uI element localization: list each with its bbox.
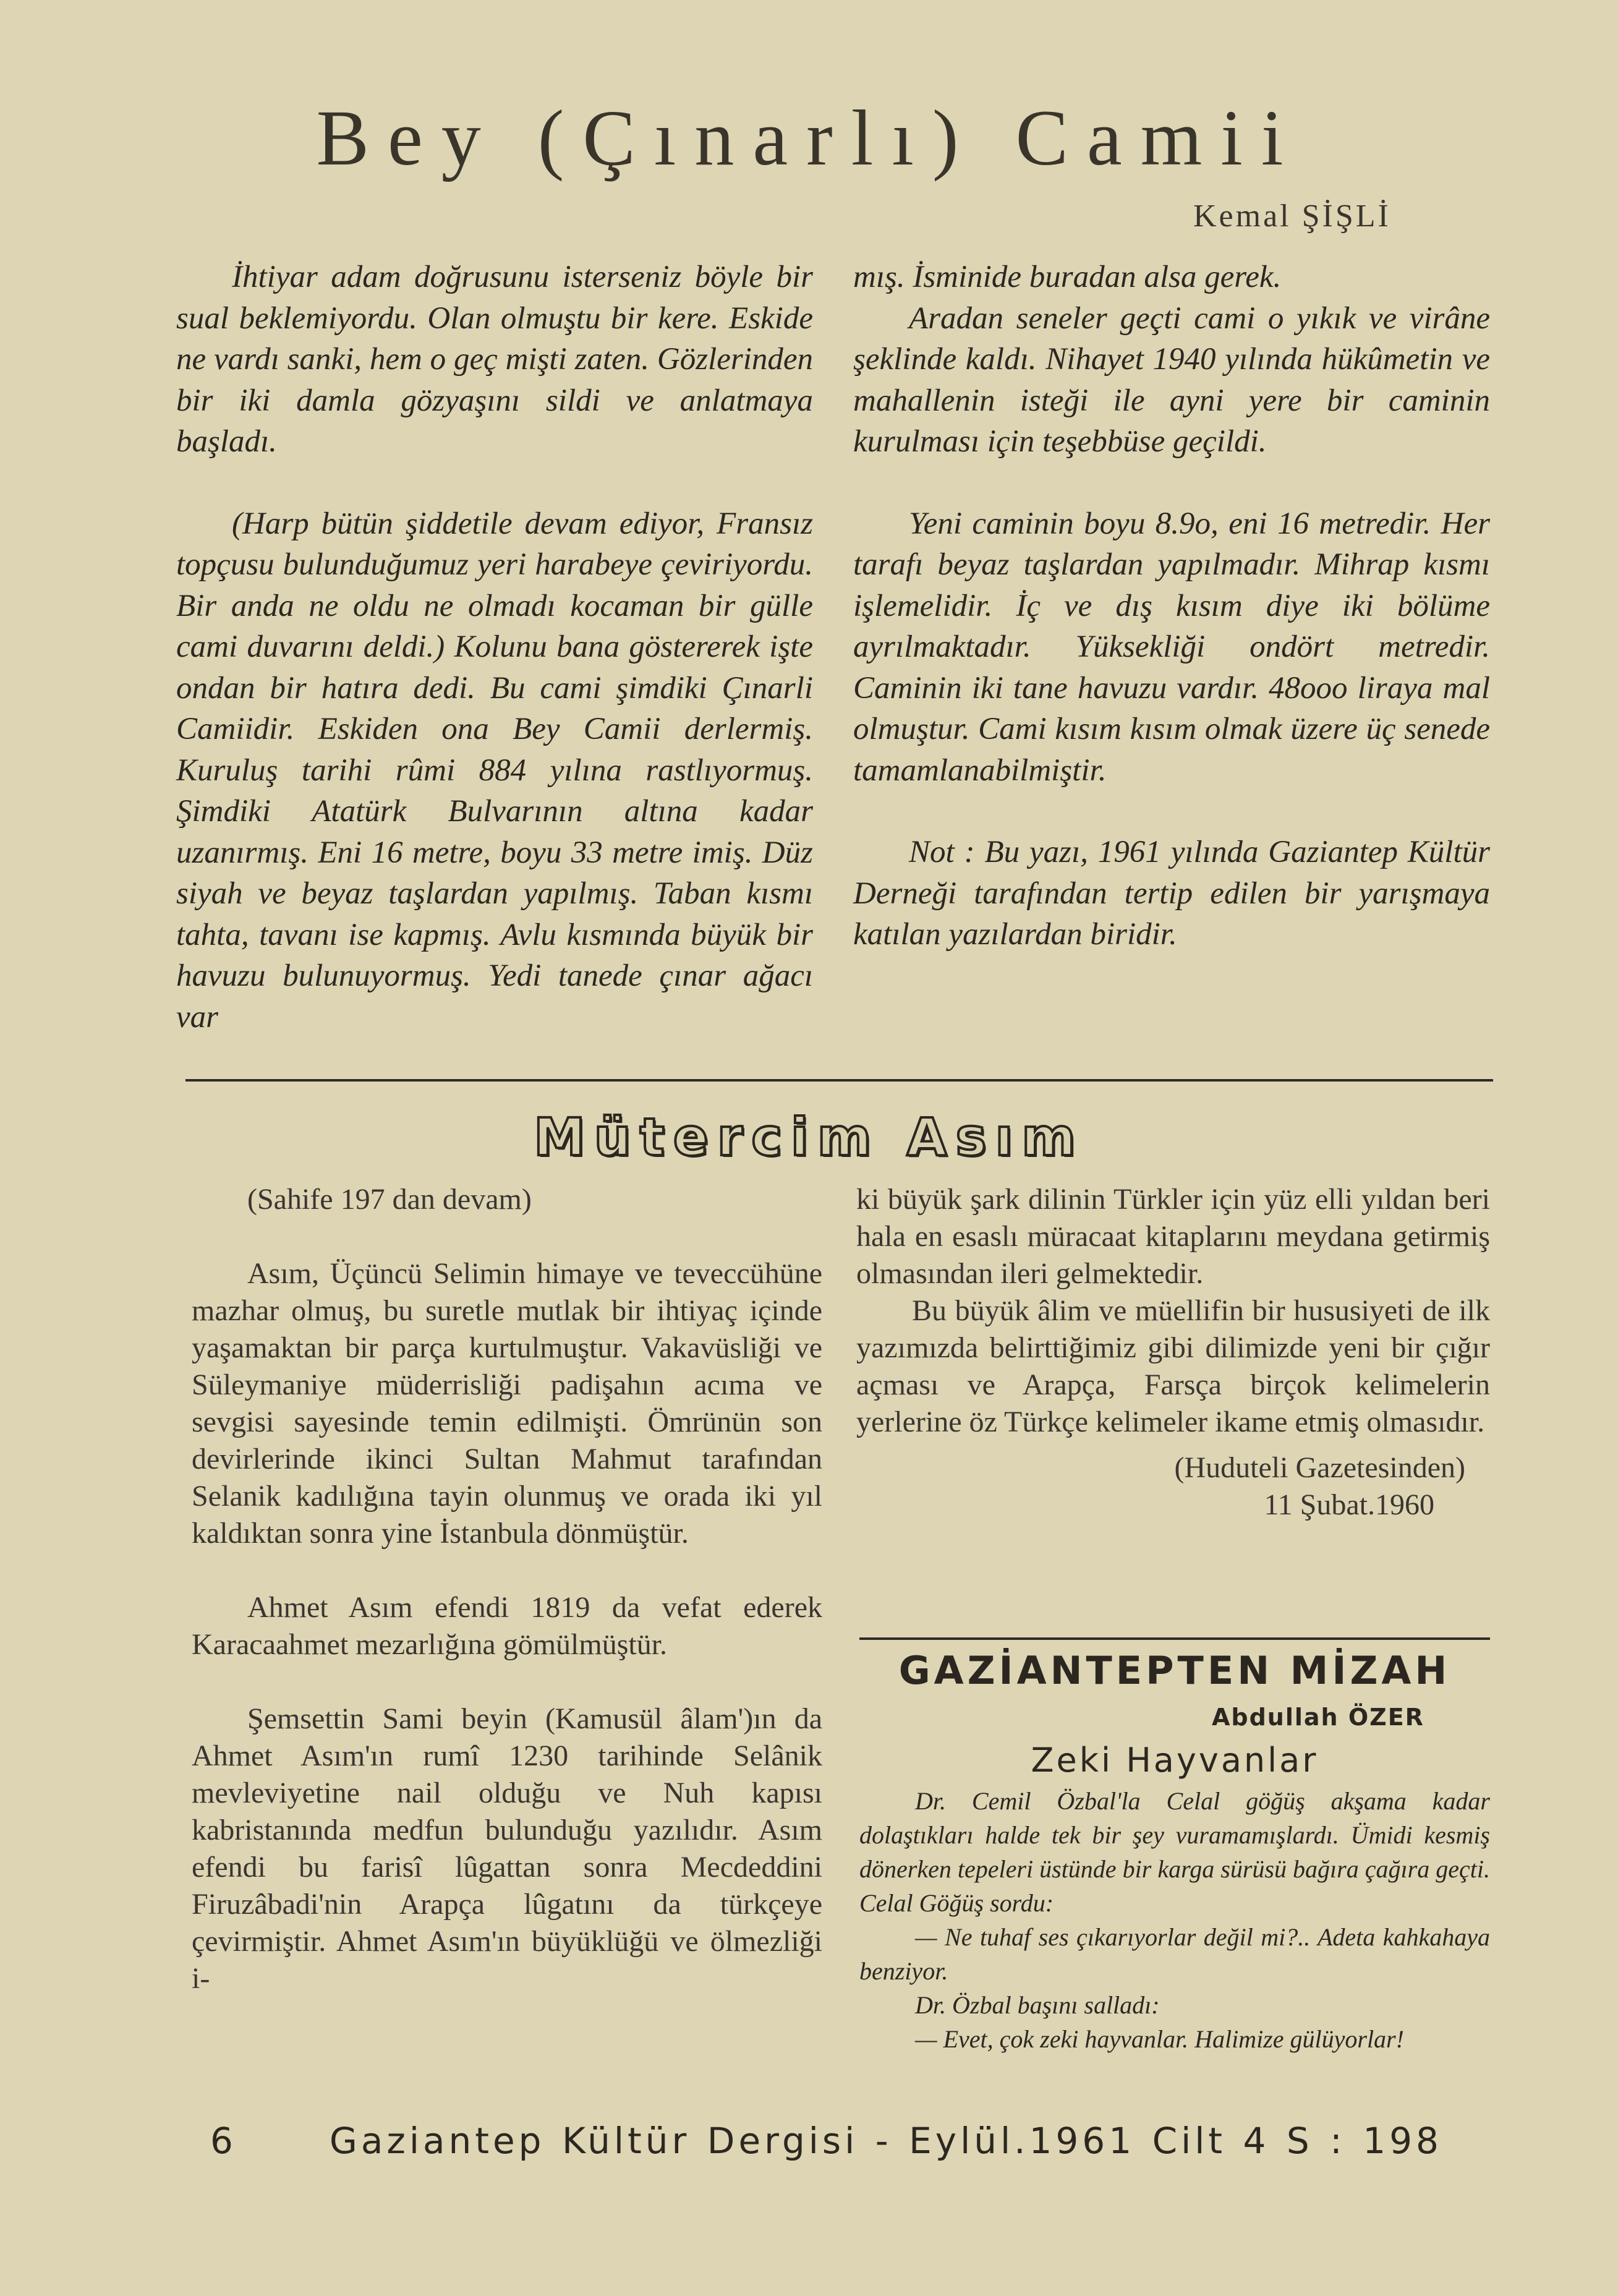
paragraph: Ahmet Asım efendi 1819 da vefat ederek Karacaahmet mezarlığına gömülmüştür. [192,1591,822,1661]
article3-body [859,1784,1490,2056]
continuation-note: (Sahife 197 dan devam) [247,1183,532,1216]
article-author: Kemal ŞİŞLİ [1193,198,1391,234]
paragraph: (Harp bütün şiddetile devam ediyor, Fransız topçusu bulunduğumuz yeri harabeye çeviriyordu. Bir anda ne oldu ne olmadı kocaman bir gülle cami duvarını deldi.) Kolunu bana göstererek işte ondan bir hatıra dedi. Bu cami şimdiki Çınarli Camiidir. Eskiden ona Bey Camii derlermiş. Kuruluş tarihi rûmi 884 yılına rastlıyormuş. Şimdiki Atatürk Bulvarının altına kadar uzanırmış. Eni 16 metre, boyu 33 metre imiş. Düz siyah ve beyaz taşlardan yapılmış. Taban kısmı tahta, tavanı ise kapmış. Avlu kısmında büyük bir havuzu bulunuyormuş. Yedi tanede çınar ağacı var [176,506,813,1035]
article-title: Bey (Çınarlı) Camii [316,94,1302,182]
article-author: Abdullah ÖZER [1212,1704,1424,1731]
paragraph: Dr. Cemil Özbal'la Celal göğüş akşama kadar dolaştıkları halde tek bir şey vuramamışlardı. Ümidi kesmiş dönerken tepeleri üstünde bir karga sürüsü bağıra çağıra geçti. Celal Göğüş sordu: [859,1787,1490,1917]
source-date: 11 Şubat.1960 [1264,1488,1434,1521]
article2-right-column [856,1181,1490,1524]
footer-text: Gaziantep Kültür Dergisi - Eylül.1961 Cilt 4 S : 198 [329,2120,1442,2162]
paragraph: İhtiyar adam doğrusunu isterseniz böyle bir sual beklemiyordu. Olan olmuştu bir kere. Eskide ne vardı sanki, hem o geç mişti zaten. Gözlerinden bir iki damla gözyaşını sildi ve anlatmaya başladı. [176,260,813,459]
article-subtitle: Zeki Hayvanlar [1031,1741,1319,1780]
paragraph: Asım, Üçüncü Selimin himaye ve teveccühüne mazhar olmuş, bu suretle mutlak bir ihtiyaç içinde yaşamaktan bir parça kurtulmuştur. Vakavüsliği ve Süleymaniye müderrisliği padişahın acıma ve sevgisi sayesinde temin edilmişti. Ömrünün son devirlerinde ikinci Sultan Mahmut tarafından Selanik kadılığına tayin olunmuş ve orada iki yıl kaldıktan sonra yine İstanbula dönmüştür. [192,1257,822,1550]
article1-right-column [853,257,1490,955]
paragraph: Şemsettin Sami beyin (Kamusül âlam')ın da Ahmet Asım'ın rumî 1230 tarihinde Selânik mevleviyetine nail olduğu ve Nuh kapısı kabristanında medfun bulunduğu yazılıdır. Asım efendi bu farisî lûgattan sonra Mecdeddini Firuzâbadi'nin Arapça lûgatını da türkçeye çevirmiştir. Ahmet Asım'ın büyüklüğü ve ölmezliği i- [192,1702,822,1995]
paragraph: Dr. Özbal başını salladı: [915,1991,1160,2019]
page-number: 6 [210,2120,237,2162]
article1-left-column [176,257,813,1038]
paragraph: Yeni caminin boyu 8.9o, eni 16 metredir. Her tarafı beyaz taşlardan yapılmadır. Mihrap kısmı işlemelidir. İç ve dış kısım diye iki bölüme ayrılmaktadır. Yüksekliği ondört metredir. Caminin iki tane havuzu vardır. 48ooo liraya mal olmuştur. Cami kısım kısım olmak üzere üç senede tamamlanabilmiştir. [853,506,1490,788]
paragraph: mış. İsminide buradan alsa gerek. [853,260,1282,294]
section-divider [859,1637,1490,1640]
page-footer [210,2120,1496,2162]
dialogue-line: — Ne tuhaf ses çıkarıyorlar değil mi?.. Adeta kahkahaya benziyor. [859,1923,1490,1985]
article-title: Mütercim Asım [534,1107,1084,1167]
paragraph: Aradan seneler geçti cami o yıkık ve virâne şeklinde kaldı. Nihayet 1940 yılında hükûmetin ve mahallenin isteği ile ayni yere bir caminin kurulması için teşebbüse geçildi. [853,301,1490,459]
source-citation: (Huduteli Gazetesinden) [1174,1451,1465,1484]
dialogue-line: — Evet, çok zeki hayvanlar. Halimize gülüyorlar! [915,2025,1404,2053]
paragraph: Bu büyük âlim ve müellifin bir hususiyeti de ilk yazımızda belirttiğimiz gibi dilimizde yeni bir çığır açması ve Arapça, Farsça birçok kelimelerin yerlerine öz Türkçe kelimeler ikame etmiş olmasıdır. [856,1294,1490,1438]
paragraph: ki büyük şark dilinin Türkler için yüz elli yıldan beri hala en esaslı müracaat kitaplarını meydana getirmiş olmasından ileri gelmektedir. [856,1183,1490,1290]
section-divider [185,1079,1493,1082]
note-paragraph: Not : Bu yazı, 1961 yılında Gaziantep Kültür Derneği tarafından tertip edilen bir yarışmaya katılan yazılardan biridir. [853,835,1490,952]
article2-left-column [192,1181,822,1997]
section-title: GAZİANTEPTEN MİZAH [898,1648,1451,1693]
